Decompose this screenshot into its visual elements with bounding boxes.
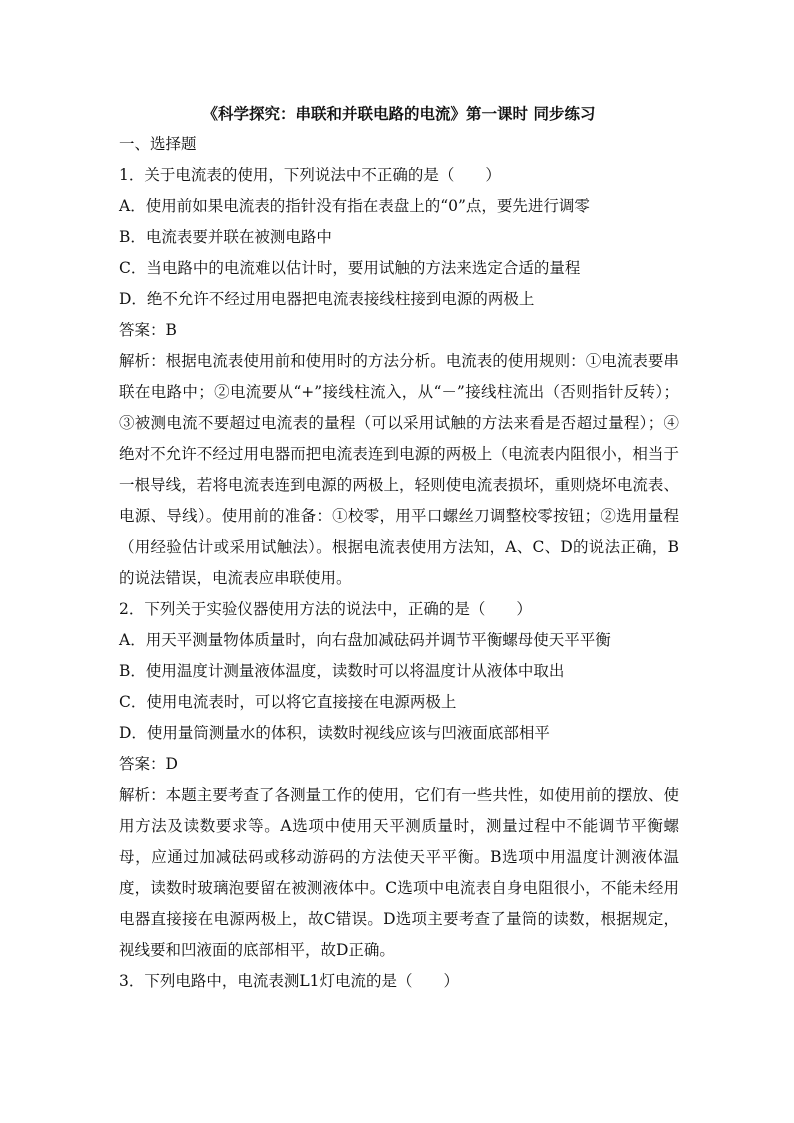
option-a: A．使用前如果电流表的指针没有指在表盘上的“0”点，要先进行调零 <box>119 197 590 215</box>
question-stem: 1．关于电流表的使用，下列说法中不正确的是（ ） <box>119 166 501 184</box>
question-1 <box>119 160 679 594</box>
analysis: 解析：本题主要考查了各测量工作的使用，它们有一些共性，如使用前的摆放、使用方法及读数要求等。A选项中使用天平测质量时，测量过程中不能调节平衡螺母，应通过加减砝码或移动游码的方法使天平平衡。B选项中用温度计测液体温度，读数时玻璃泡要留在被测液体中。C选项中电流表自身电阻很小，不能未经用电器直接接在电源两极上，故C错误。D选项主要考查了量筒的读数，根据规定，视线要和凹液面的底部相平，故D正确。 <box>119 786 679 959</box>
question-stem: 2．下列关于实验仪器使用方法的说法中，正确的是（ ） <box>119 600 532 618</box>
option-a: A．用天平测量物体质量时，向右盘加减砝码并调节平衡螺母使天平平衡 <box>119 631 611 649</box>
answer: 答案：B <box>119 321 177 339</box>
option-c: C．使用电流表时，可以将它直接接在电源两极上 <box>119 693 457 711</box>
option-b: B．电流表要并联在被测电路中 <box>119 228 332 246</box>
question-3 <box>119 966 679 997</box>
question-2 <box>119 594 679 966</box>
option-d: D．绝不允许不经过用电器把电流表接线柱接到电源的两极上 <box>119 290 535 308</box>
option-c: C．当电路中的电流难以估计时，要用试触的方法来选定合适的量程 <box>119 259 581 277</box>
section-heading: 一、选择题 <box>119 135 197 153</box>
analysis: 解析：根据电流表使用前和使用时的方法分析。电流表的使用规则：①电流表要串联在电路中；②电流要从“+”接线柱流入，从“－”接线柱流出（否则指针反转）；③被测电流不要超过电流表的量程（可以采用试触的方法来看是否超过量程）；④绝对不允许不经过用电器而把电流表连到电源的两极上（电流表内阻很小，相当于一根导线，若将电流表连到电源的两极上，轻则使电流表损坏，重则烧坏电流表、电源、导线）。使用前的准备：①校零，用平口螺丝刀调整校零按钮；②选用量程（用经验估计或采用试触法）。根据电流表使用方法知，A、C、D的说法正确，B的说法错误，电流表应串联使用。 <box>119 352 679 587</box>
document-title: 《科学探究：串联和并联电路的电流》第一课时 同步练习 <box>202 104 596 123</box>
answer: 答案：D <box>119 755 178 773</box>
question-stem: 3．下列电路中，电流表测L1灯电流的是（ ） <box>119 972 460 990</box>
option-b: B．使用温度计测量液体温度，读数时可以将温度计从液体中取出 <box>119 662 565 680</box>
document-page <box>119 98 679 997</box>
option-d: D．使用量筒测量水的体积，读数时视线应该与凹液面底部相平 <box>119 724 550 742</box>
